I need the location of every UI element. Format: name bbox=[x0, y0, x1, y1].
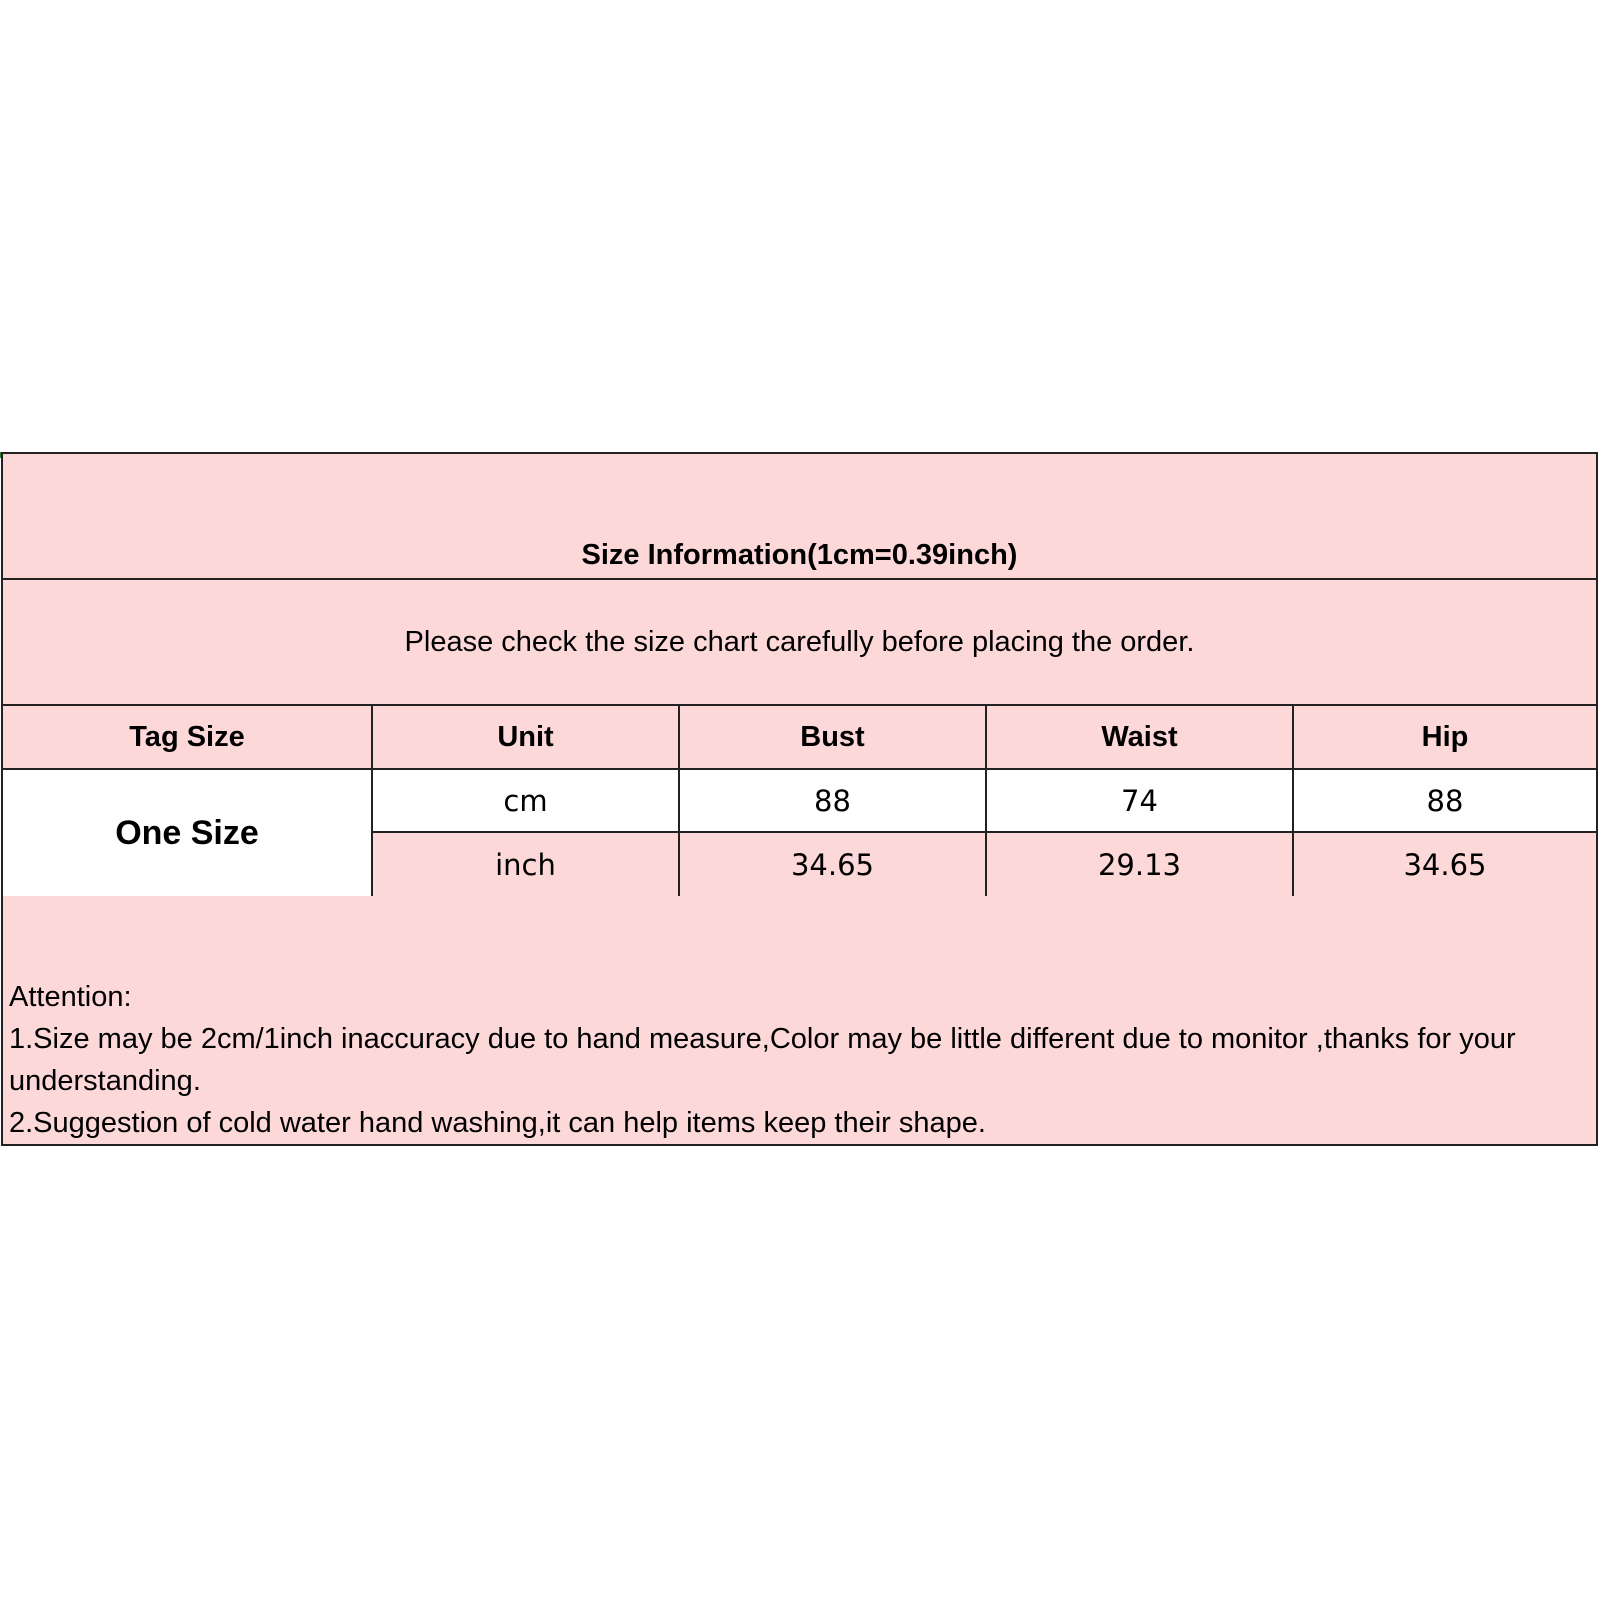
attention-notes bbox=[9, 976, 1576, 1144]
size-chart-title: Size Information(1cm=0.39inch) bbox=[581, 539, 1018, 571]
size-chart-notice: Please check the size chart carefully before placing the order. bbox=[404, 625, 1195, 658]
hip-cell-cm: 88 bbox=[1294, 770, 1596, 833]
size-table bbox=[3, 706, 1596, 896]
unit-cell-cm: cm bbox=[373, 770, 680, 833]
header-tag-size: Tag Size bbox=[3, 706, 373, 770]
bust-cell-inch: 34.65 bbox=[680, 833, 987, 896]
header-unit: Unit bbox=[373, 706, 680, 770]
hip-cell-inch: 34.65 bbox=[1294, 833, 1596, 896]
tag-size-value: One Size bbox=[3, 770, 373, 896]
notice-band bbox=[3, 580, 1596, 706]
attention-notes-band bbox=[3, 896, 1596, 1144]
unit-cell-inch: inch bbox=[373, 833, 680, 896]
title-band bbox=[3, 454, 1596, 580]
waist-cell-cm: 74 bbox=[987, 770, 1294, 833]
waist-cell-inch: 29.13 bbox=[987, 833, 1294, 896]
bust-cell-cm: 88 bbox=[680, 770, 987, 833]
header-bust: Bust bbox=[680, 706, 987, 770]
attention-note-1: 1.Size may be 2cm/1inch inaccuracy due to hand measure,Color may be little different due to monitor ,thanks for your understanding. bbox=[9, 1023, 1516, 1097]
header-waist: Waist bbox=[987, 706, 1294, 770]
attention-heading: Attention: bbox=[9, 981, 132, 1013]
header-hip: Hip bbox=[1294, 706, 1596, 770]
size-chart-sheet bbox=[1, 452, 1598, 1146]
attention-note-2: 2.Suggestion of cold water hand washing,it can help items keep their shape. bbox=[9, 1107, 986, 1139]
